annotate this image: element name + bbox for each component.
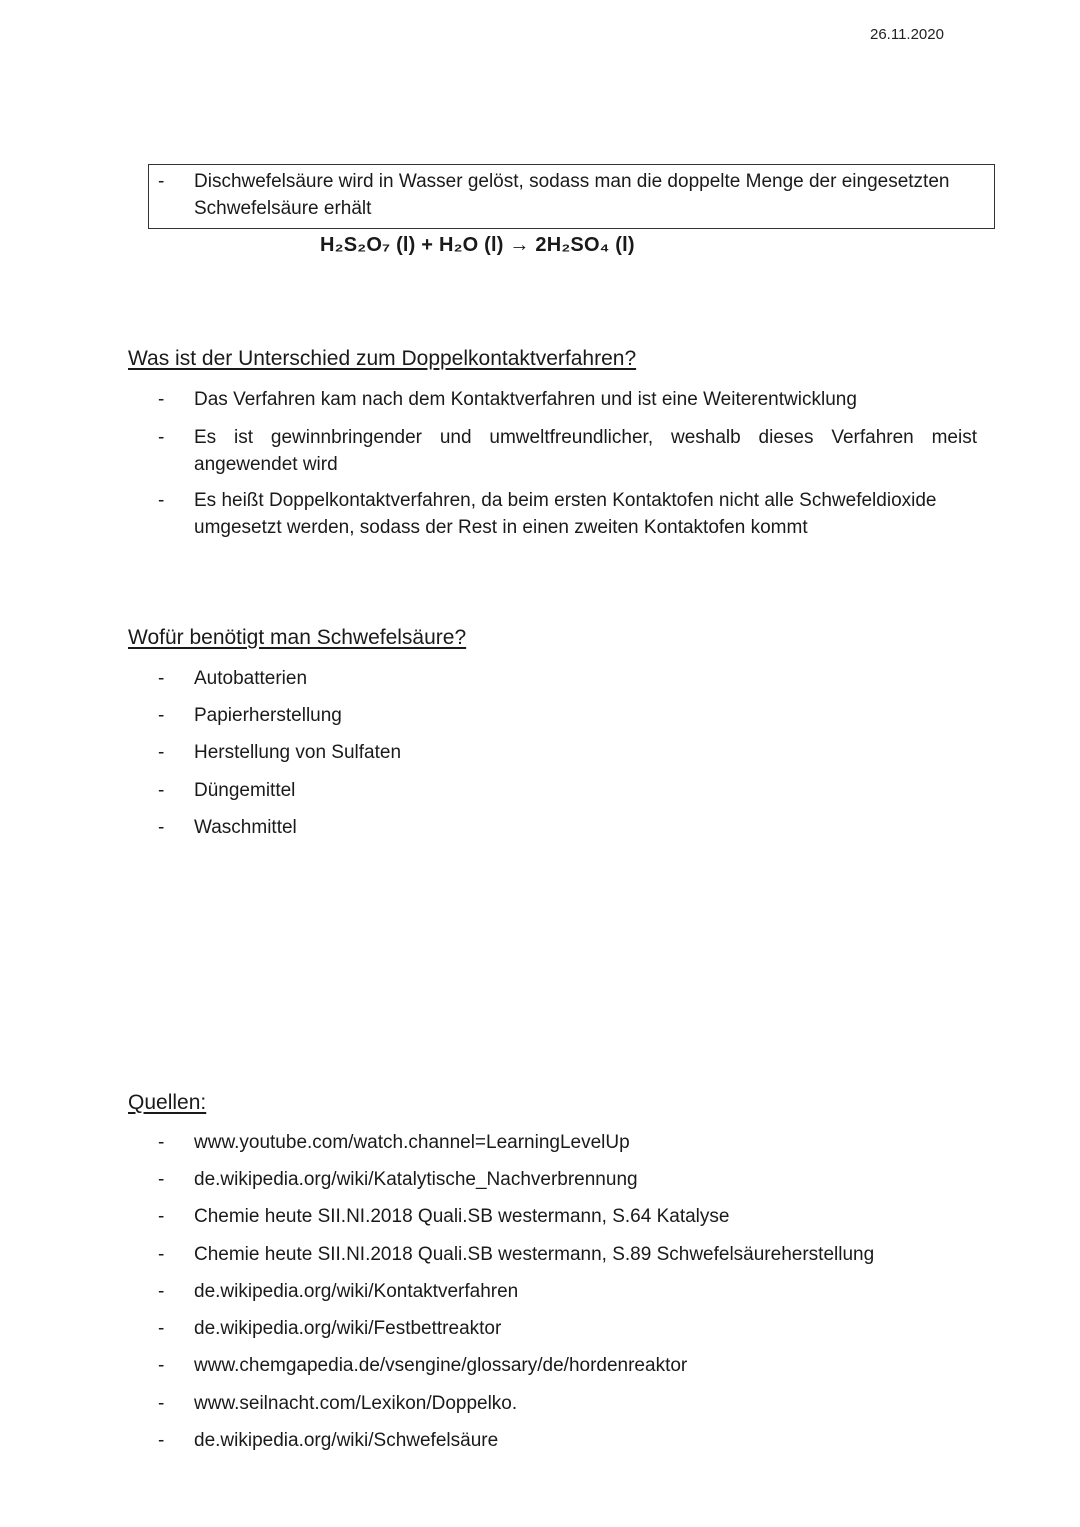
list-item-text: Waschmittel bbox=[194, 817, 297, 838]
page-date: 26.11.2020 bbox=[870, 26, 944, 43]
bullet-dash: - bbox=[158, 1206, 165, 1227]
bullet-dash: - bbox=[158, 1244, 165, 1265]
list-item-text: Düngemittel bbox=[194, 780, 296, 801]
bullet-dash: - bbox=[158, 1430, 165, 1451]
bullet-dash: - bbox=[158, 1355, 165, 1376]
section-heading-quellen: Quellen: bbox=[128, 1091, 207, 1114]
section-heading-verwendung: Wofür benötigt man Schwefelsäure? bbox=[128, 626, 467, 649]
bullet-dash: - bbox=[158, 389, 165, 410]
source-text: www.chemgapedia.de/vsengine/glossary/de/hordenreaktor bbox=[194, 1355, 688, 1376]
section-heading-doppelkontakt: Was ist der Unterschied zum Doppelkontaktverfahren? bbox=[128, 347, 637, 370]
bullet-dash: - bbox=[158, 668, 165, 689]
bullet-dash: - bbox=[158, 1169, 165, 1190]
source-text: de.wikipedia.org/wiki/Schwefelsäure bbox=[194, 1430, 499, 1451]
bullet-dash: - bbox=[158, 1281, 165, 1302]
list-item-text: Das Verfahren kam nach dem Kontaktverfahren und ist eine Weiterentwicklung bbox=[194, 389, 857, 410]
bullet-dash: - bbox=[158, 171, 165, 192]
source-text: www.seilnacht.com/Lexikon/Doppelko. bbox=[194, 1393, 518, 1414]
source-text: de.wikipedia.org/wiki/Kontaktverfahren bbox=[194, 1281, 519, 1302]
bullet-dash: - bbox=[158, 1318, 165, 1339]
list-item-text: Herstellung von Sulfaten bbox=[194, 742, 402, 763]
bullet-dash: - bbox=[158, 705, 165, 726]
list-item-text: Autobatterien bbox=[194, 668, 308, 689]
chemical-equation: H₂S₂O₇ (l) + H₂O (l) → 2H₂SO₄ (l) bbox=[320, 234, 635, 256]
list-item-text: Es ist gewinnbringender und umweltfreundlicher, weshalb dieses Verfahren meist angewendet wird bbox=[194, 427, 977, 475]
box-bullet-text: Dischwefelsäure wird in Wasser gelöst, sodass man die doppelte Menge der eingesetzten Schwefelsäure erhält bbox=[194, 171, 950, 219]
bullet-dash: - bbox=[158, 427, 165, 448]
source-text: Chemie heute SII.NI.2018 Quali.SB westermann, S.64 Katalyse bbox=[194, 1206, 730, 1227]
bullet-dash: - bbox=[158, 780, 165, 801]
bullet-dash: - bbox=[158, 490, 165, 511]
bullet-dash: - bbox=[158, 742, 165, 763]
bullet-dash: - bbox=[158, 1132, 165, 1153]
bullet-dash: - bbox=[158, 1393, 165, 1414]
source-text: Chemie heute SII.NI.2018 Quali.SB westermann, S.89 Schwefelsäureherstellung bbox=[194, 1244, 875, 1265]
bullet-dash: - bbox=[158, 817, 165, 838]
source-text: www.youtube.com/watch.channel=LearningLevelUp bbox=[194, 1132, 630, 1153]
list-item-text: Es heißt Doppelkontaktverfahren, da beim ersten Kontaktofen nicht alle Schwefeldioxide umgesetzt werden, sodass der Rest in einen zweiten Kontaktofen kommt bbox=[194, 490, 937, 538]
source-text: de.wikipedia.org/wiki/Festbettreaktor bbox=[194, 1318, 502, 1339]
list-item-text: Papierherstellung bbox=[194, 705, 342, 726]
source-text: de.wikipedia.org/wiki/Katalytische_Nachverbrennung bbox=[194, 1169, 638, 1190]
